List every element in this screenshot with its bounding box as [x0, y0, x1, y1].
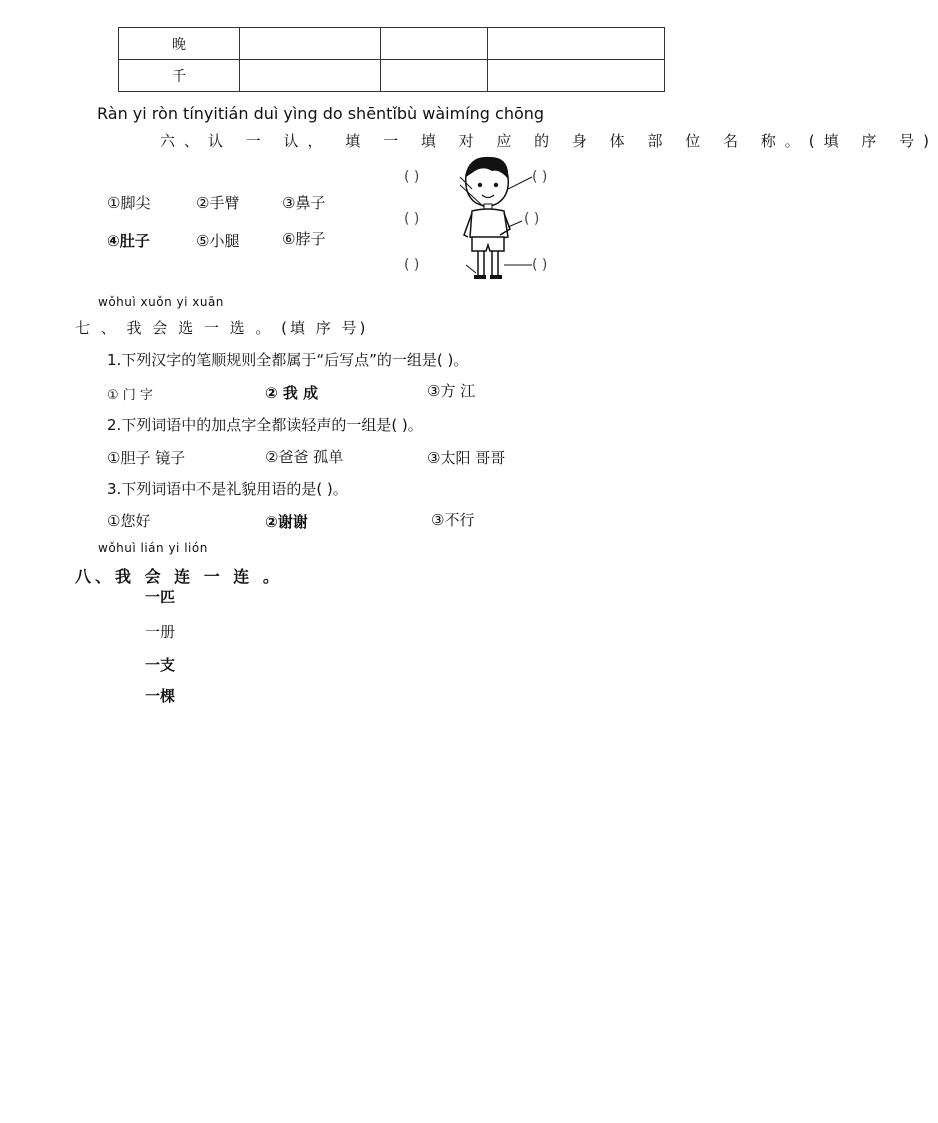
section6-title: 六、认 一 认， 填 一 填 对 应 的 身 体 部 位 名 称。(填 序 号) [160, 132, 938, 150]
answer-paren-3[interactable]: ( ) [404, 211, 420, 227]
q2-option-2: ②爸爸 孤单 [265, 448, 344, 466]
table-cell [381, 60, 488, 92]
table-cell [240, 60, 381, 92]
boy-figure [400, 155, 600, 285]
measure-word-4[interactable]: 一棵 [145, 687, 176, 705]
section8-title: 八、我 会 连 一 连 。 [75, 567, 283, 586]
table-cell [488, 60, 665, 92]
table-cell [381, 28, 488, 60]
option-3: ③鼻子 [282, 194, 326, 212]
option-2: ②手臂 [196, 194, 240, 212]
word-table [118, 27, 665, 92]
section7-title: 七 、 我 会 选 一 选 。 (填 序 号) [75, 319, 369, 337]
section8-pinyin: wǒhuì lián yi lión [98, 541, 208, 555]
option-6: ⑥脖子 [282, 230, 326, 248]
answer-paren-5[interactable]: ( ) [404, 257, 420, 273]
table-row [119, 28, 665, 60]
table-cell [488, 28, 665, 60]
measure-word-1[interactable]: 一匹 [145, 588, 176, 606]
q3-option-2: ②谢谢 [265, 513, 308, 531]
option-5: ⑤小腿 [196, 232, 240, 250]
q3-option-1: ①您好 [107, 512, 151, 530]
measure-word-3[interactable]: 一支 [145, 656, 176, 674]
q1-option-3: ③方 江 [427, 382, 476, 400]
question-1: 1.下列汉字的笔顺规则全都属于“后写点”的一组是( )。 [107, 351, 469, 369]
table-cell-char: 晚 [119, 28, 240, 60]
measure-word-2[interactable]: 一册 [145, 623, 176, 641]
question-2: 2.下列词语中的加点字全都读轻声的一组是( )。 [107, 416, 423, 434]
table-cell-char: 千 [119, 60, 240, 92]
table-row [119, 60, 665, 92]
answer-paren-4[interactable]: ( ) [524, 211, 540, 227]
answer-paren-1[interactable]: ( ) [404, 169, 420, 185]
answer-paren-6[interactable]: ( ) [532, 257, 548, 273]
option-1: ①脚尖 [107, 194, 151, 212]
q2-option-1: ①胆子 镜子 [107, 449, 186, 467]
section6-pinyin: Ràn yi ròn tínyitián duì yìng do shēntǐbù wàimíng chōng [97, 104, 545, 123]
option-4: ④肚子 [107, 232, 150, 250]
q1-option-1: ① 门 字 [107, 388, 153, 403]
q2-option-3: ③太阳 哥哥 [427, 449, 506, 467]
section7-pinyin: wǒhuì xuǒn yi xuān [98, 295, 224, 309]
table-cell [240, 28, 381, 60]
question-3: 3.下列词语中不是礼貌用语的是( )。 [107, 480, 348, 498]
answer-paren-2[interactable]: ( ) [532, 169, 548, 185]
q1-option-2: ② 我 成 [265, 384, 319, 402]
q3-option-3: ③不行 [431, 511, 475, 529]
